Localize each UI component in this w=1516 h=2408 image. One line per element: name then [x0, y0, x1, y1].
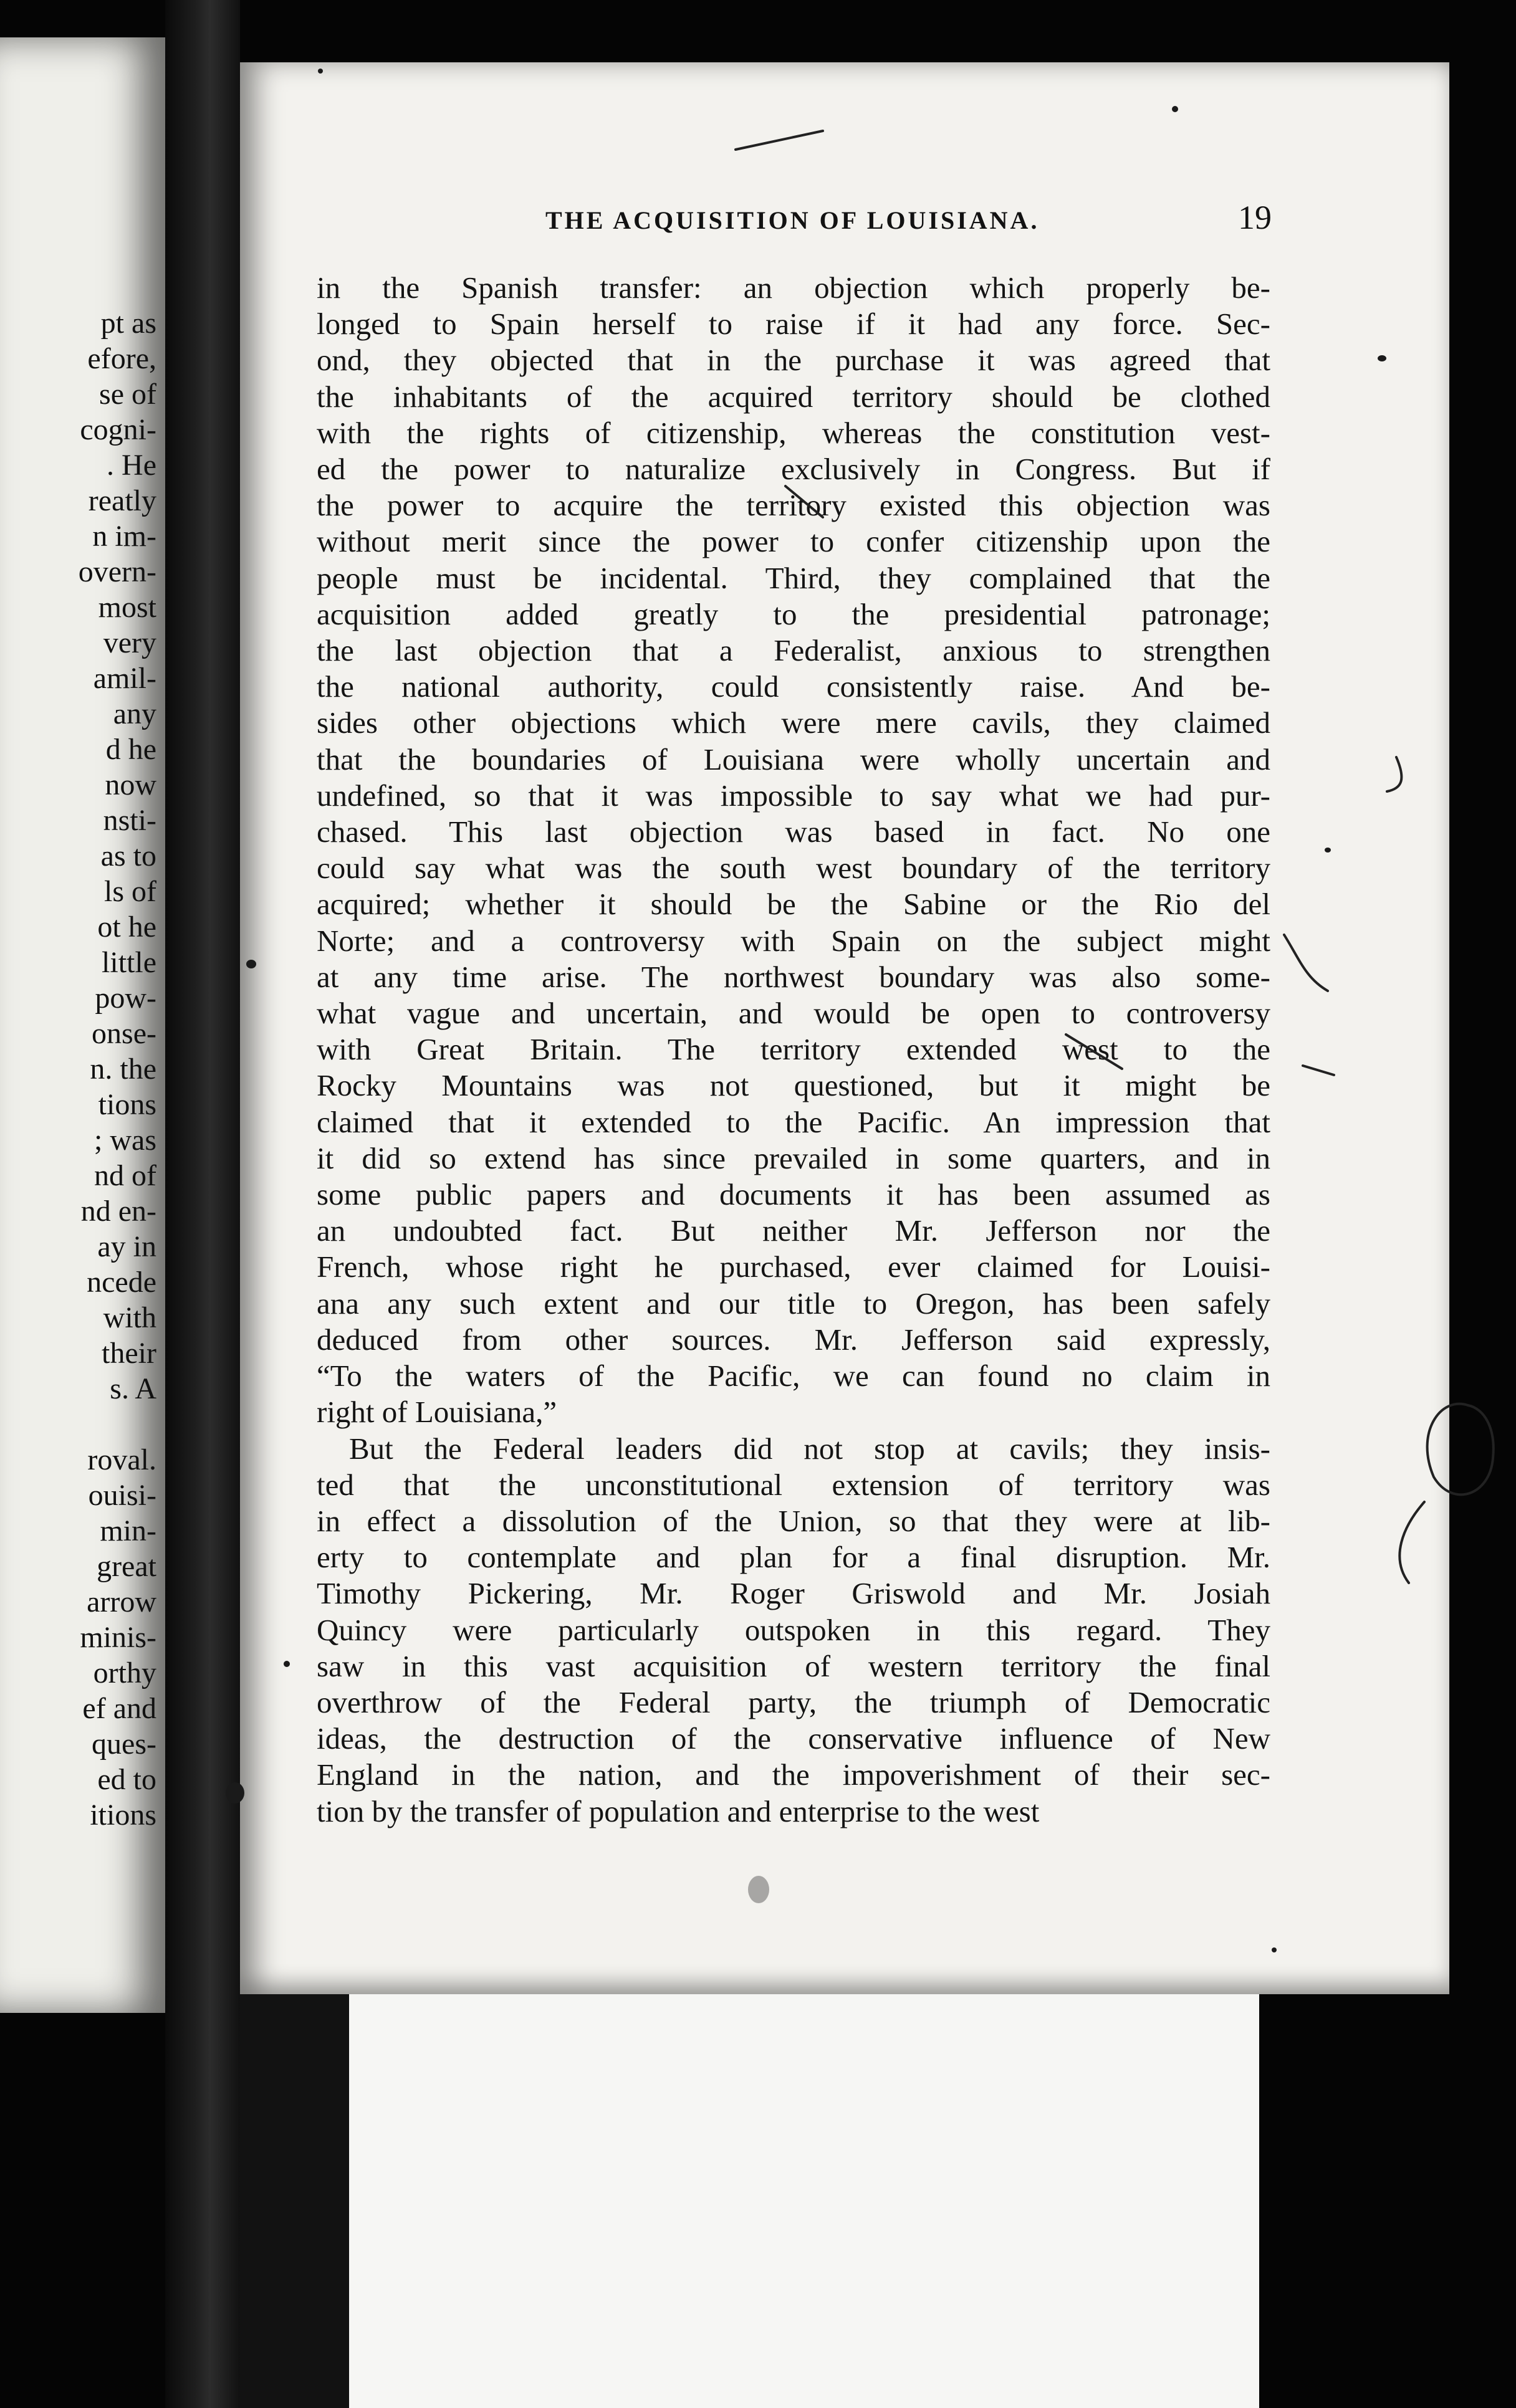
left-page-line: pow- [95, 982, 156, 1015]
left-page-line: ef and [82, 1692, 156, 1725]
body-line: it did so extend has since prevailed in some quarters, and in [317, 1140, 1270, 1175]
body-line: that the boundaries of Louisiana were wholly uncertain and [317, 742, 1270, 776]
body-line: what vague and uncertain, and would be open to controversy [317, 996, 1270, 1031]
left-page-line: reatly [88, 484, 156, 517]
running-head [299, 199, 1272, 243]
left-page-line: ls of [104, 875, 156, 908]
body-line: Quincy were particularly outspoken in this regard. They [317, 1612, 1270, 1647]
left-page-line: ed to [97, 1763, 156, 1796]
body-line: could say what was the south west boundary of the territory [317, 851, 1270, 886]
body-line: But the Federal leaders did not stop at cavils; they insis- [349, 1431, 1270, 1466]
left-page-line: arrow [87, 1585, 156, 1618]
body-line: with Great Britain. The territory extended west to the [317, 1032, 1270, 1067]
body-line: the power to acquire the territory existed this objection was [317, 488, 1270, 523]
body-line: ideas, the destruction of the conservative influence of New [317, 1721, 1270, 1756]
body-line: deduced from other sources. Mr. Jefferson said expressly, [317, 1322, 1270, 1357]
body-line: the national authority, could consistently raise. And be- [317, 669, 1270, 704]
page-number: 19 [1238, 199, 1272, 236]
left-page-line: n. the [90, 1053, 156, 1086]
body-line: erty to contemplate and plan for a final disruption. Mr. [317, 1540, 1270, 1575]
left-page-line: with [103, 1301, 156, 1334]
body-line: some public papers and documents it has been assumed as [317, 1177, 1270, 1212]
left-facing-page [0, 37, 165, 2013]
body-line: ond, they objected that in the purchase it was agreed that [317, 343, 1270, 378]
body-line: England in the nation, and the impoverishment of their sec- [317, 1757, 1270, 1792]
body-line: an undoubted fact. But neither Mr. Jefferson nor the [317, 1213, 1270, 1248]
left-page-text [79, 305, 156, 1833]
body-line: Norte; and a controversy with Spain on the subject might [317, 923, 1270, 958]
left-page-line: ouisi- [88, 1479, 156, 1512]
left-page-line: orthy [93, 1656, 156, 1689]
left-page-line: nd en- [80, 1195, 156, 1228]
body-line: ed the power to naturalize exclusively in Congress. But if [317, 452, 1270, 487]
body-line: the last objection that a Federalist, anxious to strengthen [317, 633, 1270, 668]
left-page-line: . He [107, 449, 156, 482]
left-page-line: ; was [94, 1124, 156, 1157]
scan-speck [226, 1782, 244, 1804]
body-line: sides other objections which were mere cavils, they claimed [317, 705, 1270, 740]
body-line: with the rights of citizenship, whereas the constitution vest- [317, 415, 1270, 450]
body-line: longed to Spain herself to raise if it had any force. Sec- [317, 307, 1270, 342]
body-line: the inhabitants of the acquired territory should be clothed [317, 379, 1270, 414]
left-page-line: ques- [92, 1727, 156, 1761]
body-line: at any time arise. The northwest boundary was also some- [317, 959, 1270, 994]
left-page-line: most [98, 591, 156, 624]
body-line: acquisition added greatly to the presidential patronage; [317, 596, 1270, 631]
left-page-line [79, 1407, 156, 1442]
scan-speck [1378, 355, 1386, 361]
scan-speck [1272, 1947, 1277, 1952]
left-page-line: d he [105, 733, 156, 766]
body-line: overthrow of the Federal party, the triumph of Democratic [317, 1684, 1270, 1719]
left-page-line: very [103, 626, 156, 659]
left-page-line: nd of [94, 1159, 156, 1192]
body-line: French, whose right he purchased, ever claimed for Louisi- [317, 1249, 1270, 1284]
body-line: acquired; whether it should be the Sabine or the Rio del [317, 887, 1270, 922]
left-page-line: tions [98, 1088, 156, 1121]
left-page-line: ot he [97, 910, 156, 944]
left-page-line: s. A [110, 1372, 156, 1405]
left-page-line: nsti- [103, 804, 156, 837]
left-page-line: ay in [97, 1230, 156, 1263]
body-line: without merit since the power to confer citizenship upon the [317, 524, 1270, 559]
body-line: undefined, so that it was impossible to say what we had pur- [317, 778, 1270, 813]
left-page-line: ncede [87, 1266, 156, 1299]
body-line: chased. This last objection was based in fact. No one [317, 815, 1270, 849]
body-line: ana any such extent and our title to Oregon, has been safely [317, 1286, 1270, 1321]
left-page-line: itions [90, 1799, 156, 1832]
body-line: claimed that it extended to the Pacific. An impression that [317, 1104, 1270, 1139]
page-below [349, 1994, 1259, 2408]
body-line: saw in this vast acquisition of western territory the final [317, 1648, 1270, 1683]
left-page-line: overn- [78, 555, 156, 588]
book-gutter [165, 0, 240, 2408]
scan-speck [284, 1661, 290, 1667]
scan-speck [318, 69, 323, 74]
left-page-line: any [113, 697, 156, 730]
body-line: tion by the transfer of population and enterprise to the west [317, 1794, 1040, 1828]
binding-edge [240, 1994, 349, 2408]
scan-speck [748, 1876, 769, 1903]
scan-speck [1172, 106, 1178, 112]
left-page-line: roval. [87, 1443, 156, 1476]
left-page-line: onse- [92, 1017, 156, 1050]
body-line: people must be incidental. Third, they complained that the [317, 560, 1270, 595]
left-page-line: n im- [92, 520, 156, 553]
left-page-line: as to [100, 839, 156, 872]
left-page-line: efore, [87, 342, 156, 375]
left-page-line: se of [99, 378, 156, 411]
left-page-line: now [105, 768, 156, 801]
body-line: Rocky Mountains was not questioned, but it might be [317, 1068, 1270, 1103]
left-page-line: cogni- [80, 413, 156, 446]
running-title: THE ACQUISITION OF LOUISIANA. [545, 206, 1040, 234]
left-page-line: their [102, 1337, 156, 1370]
left-page-line: little [102, 946, 156, 979]
left-page-line: minis- [80, 1621, 156, 1654]
scan-speck [1325, 848, 1331, 853]
body-line: right of Louisiana,” [317, 1395, 557, 1430]
body-line: “To the waters of the Pacific, we can found no claim in [317, 1359, 1270, 1393]
left-page-line: min- [100, 1514, 156, 1547]
body-line: in effect a dissolution of the Union, so that they were at lib- [317, 1503, 1270, 1538]
left-page-line: pt as [100, 307, 156, 340]
left-page-line: great [97, 1550, 156, 1583]
scan-speck [246, 960, 256, 968]
left-page-line: amil- [93, 662, 156, 695]
body-text [317, 270, 1270, 1830]
body-line: ted that the unconstitutional extension of territory was [317, 1467, 1270, 1502]
body-line: in the Spanish transfer: an objection which properly be- [317, 270, 1270, 305]
body-line: Timothy Pickering, Mr. Roger Griswold and Mr. Josiah [317, 1576, 1270, 1611]
